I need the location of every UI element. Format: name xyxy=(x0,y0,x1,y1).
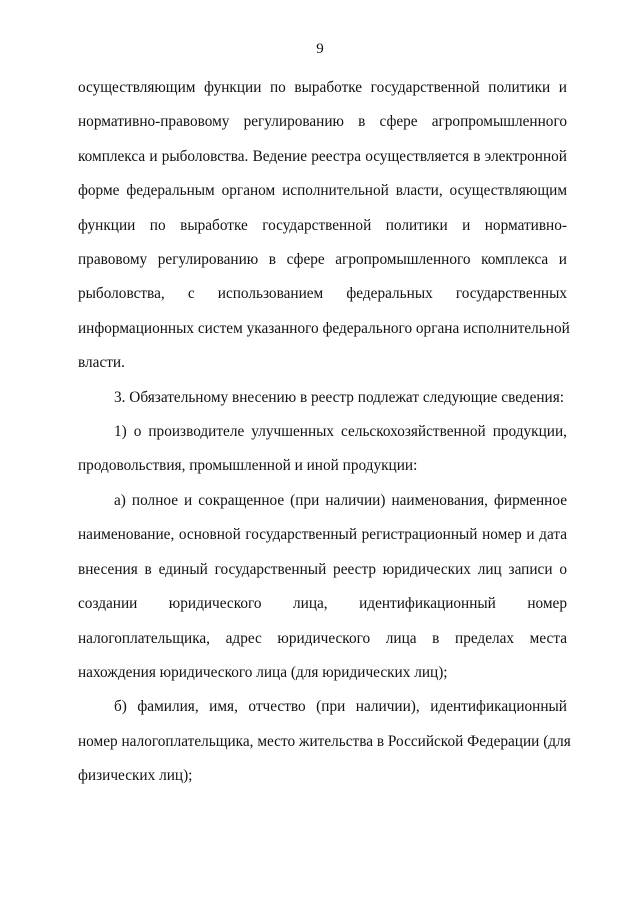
paragraph xyxy=(78,484,567,690)
paragraph xyxy=(78,381,567,415)
text-line: а) полное и сокращенное (при наличии) наименования, фирменное xyxy=(114,491,567,509)
text-line: правовому регулированию в сфере агропромышленного комплекса и xyxy=(78,251,567,269)
text-line: функции по выработке государственной политики и нормативно- xyxy=(78,216,567,234)
text-line: форме федеральным органом исполнительной власти, осуществляющим xyxy=(78,182,567,200)
text-line: комплекса и рыболовства. Ведение реестра осуществляется в электронной xyxy=(78,147,567,165)
text-line: власти. xyxy=(78,354,125,372)
text-line: 1) о производителе улучшенных сельскохозяйственной продукции, xyxy=(114,423,567,441)
text-line: б) фамилия, имя, отчество (при наличии), идентификационный xyxy=(114,698,567,716)
document-body xyxy=(78,71,571,794)
text-line: наименование, основной государственный регистрационный номер и дата xyxy=(78,526,567,544)
text-line: нахождения юридического лица (для юридических лиц); xyxy=(78,663,448,681)
text-line: продовольствия, промышленной и иной продукции: xyxy=(78,457,418,475)
text-line: информационных систем указанного федерального органа исполнительной xyxy=(78,319,570,337)
text-line: осуществляющим функции по выработке государственной политики и xyxy=(78,79,567,96)
paragraph xyxy=(78,415,567,484)
text-line: рыболовства, с использованием федеральных государственных xyxy=(78,285,567,303)
text-line: нормативно-правовому регулированию в сфере агропромышленного xyxy=(78,113,567,131)
text-line: внесения в единый государственный реестр юридических лиц записи о xyxy=(78,560,567,578)
text-line: физических лиц); xyxy=(78,767,193,785)
text-line: налогоплательщика, адрес юридического лица в пределах места xyxy=(78,629,567,647)
text-line: создании юридического лица, идентификационный номер xyxy=(78,595,567,613)
paragraph xyxy=(78,71,570,381)
page-number: 9 xyxy=(316,41,324,57)
paragraph xyxy=(78,690,571,793)
text-line: 3. Обязательному внесению в реестр подлежат следующие сведения: xyxy=(114,388,565,406)
text-line: номер налогоплательщика, место жительства в Российской Федерации (для xyxy=(78,732,571,750)
